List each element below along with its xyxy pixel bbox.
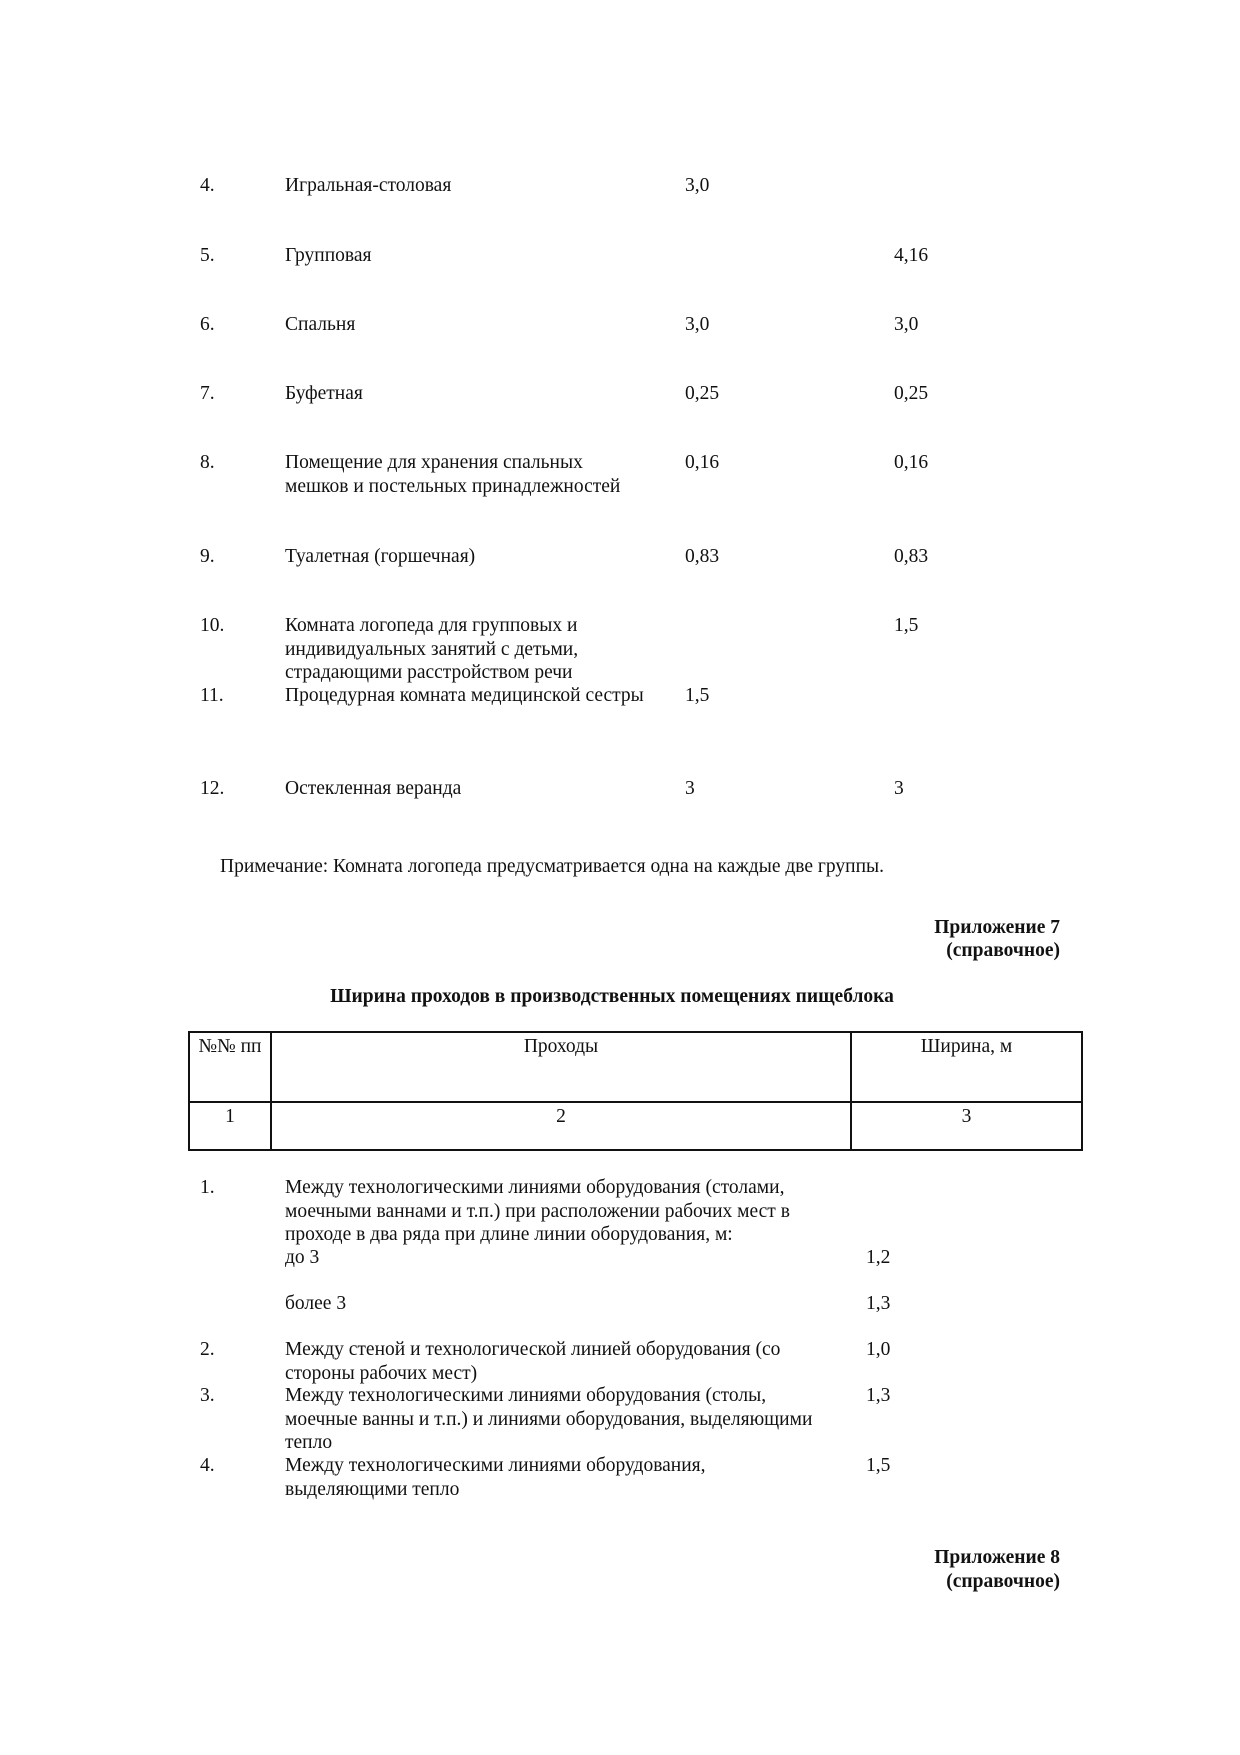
room-num: 6. xyxy=(200,314,215,335)
room-num: 10. xyxy=(200,615,225,636)
passage-num: 1. xyxy=(200,1177,215,1198)
room-num: 4. xyxy=(200,175,215,196)
passage-sub: более 3 xyxy=(285,1293,347,1314)
passage-num: 3. xyxy=(200,1385,215,1406)
header-number: №№ пп xyxy=(189,1032,271,1102)
room-num: 7. xyxy=(200,383,215,404)
room-v1: 0,83 xyxy=(685,546,720,567)
col-number-3: 3 xyxy=(851,1102,1082,1150)
appendix7-subtitle: (справочное) xyxy=(946,940,1060,961)
room-num: 9. xyxy=(200,546,215,567)
appendix8-title: Приложение 8 xyxy=(934,1547,1060,1568)
room-v1: 1,5 xyxy=(685,685,710,706)
appendix8-subtitle: (справочное) xyxy=(946,1571,1060,1592)
passage-num: 2. xyxy=(200,1339,215,1360)
room-name: Групповая xyxy=(285,245,372,266)
room-v2: 4,16 xyxy=(894,245,929,266)
room-v2: 3,0 xyxy=(894,314,919,335)
room-v2: 0,25 xyxy=(894,383,929,404)
table-title: Ширина проходов в производственных помещениях пищеблока xyxy=(330,986,894,1007)
passage-value: 1,5 xyxy=(866,1455,891,1476)
room-name: Помещение для хранения спальных мешков и постельных принадлежностей xyxy=(285,452,621,497)
passage-text: Между технологическими линиями оборудования, выделяющими тепло xyxy=(285,1455,706,1500)
room-name: Комната логопеда для групповых и индивидуальных занятий с детьми, страдающими расстройством речи xyxy=(285,615,579,684)
passage-value: 1,3 xyxy=(866,1293,891,1314)
appendix7-title: Приложение 7 xyxy=(934,917,1060,938)
passage-text: Между стеной и технологической линией оборудования (со стороны рабочих мест) xyxy=(285,1339,781,1384)
passages-header-table xyxy=(188,1031,1083,1151)
room-num: 11. xyxy=(200,685,224,706)
header-width: Ширина, м xyxy=(851,1032,1082,1102)
room-v2: 0,16 xyxy=(894,452,929,473)
room-v2: 1,5 xyxy=(894,615,919,636)
header-passages: Проходы xyxy=(271,1032,851,1102)
col-number-2: 2 xyxy=(271,1102,851,1150)
passage-sub: до 3 xyxy=(285,1247,320,1268)
room-num: 12. xyxy=(200,778,225,799)
room-name: Игральная-столовая xyxy=(285,175,452,196)
room-v1: 0,25 xyxy=(685,383,720,404)
room-v2: 0,83 xyxy=(894,546,929,567)
room-v1: 0,16 xyxy=(685,452,720,473)
room-num: 5. xyxy=(200,245,215,266)
room-name: Остекленная веранда xyxy=(285,778,462,799)
room-name: Спальня xyxy=(285,314,356,335)
room-v1: 3 xyxy=(685,778,695,799)
room-name: Туалетная (горшечная) xyxy=(285,546,476,567)
room-name: Процедурная комната медицинской сестры xyxy=(285,685,644,706)
passage-value: 1,2 xyxy=(866,1247,891,1268)
room-name: Буфетная xyxy=(285,383,363,404)
passage-value: 1,3 xyxy=(866,1385,891,1406)
room-v1: 3,0 xyxy=(685,314,710,335)
passage-text: Между технологическими линиями оборудования (столы, моечные ванны и т.п.) и линиями оборудования, выделяющими тепло xyxy=(285,1385,813,1454)
passage-num: 4. xyxy=(200,1455,215,1476)
col-number-1: 1 xyxy=(189,1102,271,1150)
passage-value: 1,0 xyxy=(866,1339,891,1360)
passage-text: Между технологическими линиями оборудования (столами, моечными ваннами и т.п.) при расположении рабочих мест в проходе в два ряда при длине линии оборудования, м: xyxy=(285,1177,790,1246)
room-v1: 3,0 xyxy=(685,175,710,196)
room-v2: 3 xyxy=(894,778,904,799)
note: Примечание: Комната логопеда предусматривается одна на каждые две группы. xyxy=(220,856,884,877)
room-num: 8. xyxy=(200,452,215,473)
